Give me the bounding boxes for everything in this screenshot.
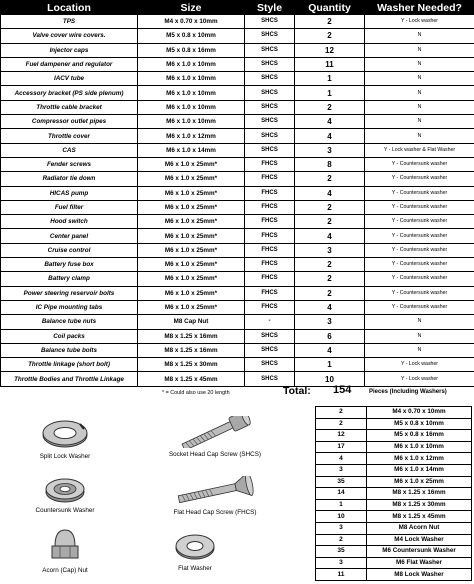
washer-cell: Y - Countersunk washer (365, 172, 474, 186)
washer-cell: Y - Countersunk washer (365, 286, 474, 300)
style-cell: SHCS (245, 100, 295, 114)
washer-cell: Y - Countersunk washer (365, 215, 474, 229)
style-cell: SHCS (245, 29, 295, 43)
location-cell: Throttle cover (1, 129, 138, 143)
washer-cell: Y - Lock washer (365, 372, 474, 386)
summary-row (316, 557, 472, 569)
style-cell: FHCS (245, 157, 295, 171)
summary-qty-cell: 35 (316, 476, 367, 488)
summary-qty-cell: 3 (316, 557, 367, 569)
flat-washer-caption: Flat Washer (178, 565, 212, 572)
table-row (1, 172, 474, 186)
summary-row (316, 441, 472, 453)
location-cell: CAS (1, 143, 138, 157)
size-cell: M8 x 1.25 x 16mm (138, 343, 245, 357)
style-cell: FHCS (245, 300, 295, 314)
location-cell: Battery clamp (1, 272, 138, 286)
style-cell: SHCS (245, 329, 295, 343)
location-cell: Hood switch (1, 215, 138, 229)
table-row (1, 286, 474, 300)
washer-cell: N (365, 100, 474, 114)
location-header: Location (1, 1, 138, 15)
summary-qty-cell: 3 (316, 464, 367, 476)
style-cell: FHCS (245, 243, 295, 257)
washer-cell: Y - Countersunk washer (365, 186, 474, 200)
size-cell: M5 x 0.8 x 10mm (138, 29, 245, 43)
summary-item-cell: M5 x 0.8 x 16mm (367, 430, 472, 442)
style-cell: FHCS (245, 200, 295, 214)
location-cell: Throttle cable bracket (1, 100, 138, 114)
location-cell: Fender screws (1, 157, 138, 171)
summary-qty-cell: 11 (316, 569, 367, 581)
washer-cell: Y - Countersunk washer (365, 300, 474, 314)
header-row (1, 1, 474, 15)
size-cell: M8 x 1.25 x 45mm (138, 372, 245, 386)
style-cell: FHCS (245, 229, 295, 243)
location-cell: Coil packs (1, 329, 138, 343)
summary-item-cell: M6 x 1.0 x 25mm (367, 476, 472, 488)
table-row (1, 29, 474, 43)
summary-qty-cell: 3 (316, 522, 367, 534)
quantity-cell: 3 (295, 143, 365, 157)
table-row (1, 86, 474, 100)
location-cell: TPS (1, 15, 138, 29)
washer-cell: Y - Countersunk washer (365, 258, 474, 272)
countersunk-washer-caption: Countersunk Washer (35, 507, 95, 514)
location-cell: Compressor outlet pipes (1, 115, 138, 129)
table-row (1, 272, 474, 286)
location-cell: Accessory bracket (PS side plenum) (1, 86, 138, 100)
summary-item-cell: M8 Acorn Nut (367, 522, 472, 534)
size-cell: M6 x 1.0 x 25mm* (138, 186, 245, 200)
summary-qty-cell: 2 (316, 534, 367, 546)
acorn-nut-figure (5, 526, 125, 574)
quantity-cell: 4 (295, 186, 365, 200)
quantity-cell: 2 (295, 258, 365, 272)
shcs-caption: Socket Head Cap Screw (SHCS) (168, 451, 262, 458)
washer-cell: Y - Lock washer & Flat Washer (365, 143, 474, 157)
quantity-cell: 2 (295, 15, 365, 29)
acorn-nut-caption: Acorn (Cap) Nut (42, 567, 88, 574)
flat-head-cap-screw-icon (170, 476, 260, 506)
quantity-cell: 12 (295, 43, 365, 57)
style-cell: SHCS (245, 57, 295, 71)
style-cell: FHCS (245, 272, 295, 286)
countersunk-washer-figure (5, 474, 125, 514)
summary-row (316, 453, 472, 465)
location-cell: Fuel dampener and regulator (1, 57, 138, 71)
quantity-cell: 1 (295, 72, 365, 86)
summary-qty-cell: 35 (316, 546, 367, 558)
location-cell: Power steering reservoir bolts (1, 286, 138, 300)
size-header: Size (138, 1, 245, 15)
location-cell: Battery fuse box (1, 258, 138, 272)
split-lock-washer-caption: Split Lock Washer (39, 453, 91, 460)
summary-qty-cell: 4 (316, 453, 367, 465)
table-row (1, 329, 474, 343)
quantity-cell: 8 (295, 157, 365, 171)
washer-cell: N (365, 129, 474, 143)
washer-cell: N (365, 72, 474, 86)
summary-item-cell: M6 Flat Washer (367, 557, 472, 569)
summary-item-cell: M8 x 1.25 x 45mm (367, 511, 472, 523)
summary-row (316, 476, 472, 488)
summary-qty-cell: 14 (316, 488, 367, 500)
washer-cell: Y - Countersunk washer (365, 243, 474, 257)
location-cell: Throttle Bodies and Throttle Linkage (1, 372, 138, 386)
summary-row (316, 522, 472, 534)
size-cell: M6 x 1.0 x 25mm* (138, 300, 245, 314)
washer-cell: N (365, 29, 474, 43)
location-cell: Valve cover wire covers. (1, 29, 138, 43)
washer-cell: N (365, 43, 474, 57)
quantity-cell: 4 (295, 229, 365, 243)
washer-cell: N (365, 86, 474, 100)
location-cell: Radiator tie down (1, 172, 138, 186)
acorn-nut-icon (47, 526, 83, 564)
table-row (1, 315, 474, 329)
washer-cell: Y - Countersunk washer (365, 200, 474, 214)
size-cell: M8 Cap Nut (138, 315, 245, 329)
table-row (1, 43, 474, 57)
style-cell: FHCS (245, 258, 295, 272)
location-cell: Fuel filter (1, 200, 138, 214)
summary-item-cell: M8 x 1.25 x 30mm (367, 499, 472, 511)
table-row (1, 215, 474, 229)
size-cell: M6 x 1.0 x 10mm (138, 100, 245, 114)
size-cell: M6 x 1.0 x 25mm* (138, 229, 245, 243)
style-cell: SHCS (245, 72, 295, 86)
table-row (1, 72, 474, 86)
style-cell: SHCS (245, 358, 295, 372)
size-cell: M6 x 1.0 x 12mm (138, 129, 245, 143)
location-cell: Balance tube nuts (1, 315, 138, 329)
summary-row (316, 511, 472, 523)
location-cell: IC Pipe mounting tabs (1, 300, 138, 314)
summary-qty-cell: 1 (316, 499, 367, 511)
summary-item-cell: M6 x 1.0 x 10mm (367, 441, 472, 453)
summary-row (316, 418, 472, 430)
quantity-cell: 3 (295, 243, 365, 257)
socket-head-cap-screw-icon (170, 416, 260, 448)
table-row (1, 100, 474, 114)
washer-cell: Y - Countersunk washer (365, 157, 474, 171)
summary-row (316, 534, 472, 546)
hardware-table-body (1, 15, 474, 387)
table-row (1, 57, 474, 71)
size-cell: M6 x 1.0 x 25mm* (138, 243, 245, 257)
quantity-cell: 11 (295, 57, 365, 71)
style-cell: SHCS (245, 129, 295, 143)
summary-row (316, 569, 472, 581)
quantity-cell: 10 (295, 372, 365, 386)
size-cell: M6 x 1.0 x 10mm (138, 86, 245, 100)
location-cell: Injector caps (1, 43, 138, 57)
size-cell: M8 x 1.25 x 30mm (138, 358, 245, 372)
summary-qty-cell: 2 (316, 407, 367, 419)
table-row (1, 186, 474, 200)
table-row (1, 200, 474, 214)
summary-qty-cell: 12 (316, 430, 367, 442)
flat-washer-figure (140, 530, 250, 572)
size-cell: M6 x 1.0 x 14mm (138, 143, 245, 157)
washer-header: Washer Needed? (365, 1, 474, 15)
style-cell: FHCS (245, 172, 295, 186)
washer-cell: N (365, 329, 474, 343)
total-note: Pieces (Including Washers) (369, 389, 447, 395)
washer-cell: N (365, 57, 474, 71)
footnote: * = Could also use 20 length (162, 390, 230, 396)
size-cell: M6 x 1.0 x 10mm (138, 57, 245, 71)
total-value: 154 (333, 384, 352, 396)
location-cell: Cruise control (1, 243, 138, 257)
summary-row (316, 430, 472, 442)
style-cell: SHCS (245, 86, 295, 100)
style-cell: SHCS (245, 143, 295, 157)
table-row (1, 358, 474, 372)
size-cell: M5 x 0.8 x 16mm (138, 43, 245, 57)
size-cell: M6 x 1.0 x 25mm* (138, 172, 245, 186)
quantity-cell: 1 (295, 358, 365, 372)
summary-qty-cell: 2 (316, 418, 367, 430)
washer-cell: N (365, 115, 474, 129)
quantity-cell: 2 (295, 172, 365, 186)
summary-row (316, 499, 472, 511)
summary-item-cell: M5 x 0.8 x 10mm (367, 418, 472, 430)
style-cell: - (245, 315, 295, 329)
quantity-cell: 4 (295, 115, 365, 129)
size-cell: M6 x 1.0 x 10mm (138, 115, 245, 129)
countersunk-washer-icon (43, 474, 87, 504)
style-cell: SHCS (245, 372, 295, 386)
table-row (1, 15, 474, 29)
quantity-cell: 2 (295, 286, 365, 300)
location-cell: Throttle linkage (short bolt) (1, 358, 138, 372)
summary-qty-cell: 17 (316, 441, 367, 453)
quantity-cell: 3 (295, 315, 365, 329)
quantity-header: Quantity (295, 1, 365, 15)
table-row (1, 115, 474, 129)
summary-item-cell: M6 Countersunk Washer (367, 546, 472, 558)
quantity-cell: 4 (295, 343, 365, 357)
size-cell: M6 x 1.0 x 25mm* (138, 215, 245, 229)
table-row (1, 157, 474, 171)
summary-item-cell: M6 x 1.0 x 14mm (367, 464, 472, 476)
size-cell: M8 x 1.25 x 16mm (138, 329, 245, 343)
flat-washer-icon (173, 530, 217, 562)
split-lock-washer-icon (40, 418, 90, 450)
quantity-cell: 2 (295, 200, 365, 214)
size-cell: M6 x 1.0 x 25mm* (138, 258, 245, 272)
style-cell: FHCS (245, 186, 295, 200)
style-header: Style (245, 1, 295, 15)
table-row (1, 243, 474, 257)
washer-cell: Y - Countersunk washer (365, 229, 474, 243)
washer-cell: Y - Lock washer (365, 15, 474, 29)
location-cell: Balance tube bolts (1, 343, 138, 357)
summary-row (316, 464, 472, 476)
style-cell: SHCS (245, 43, 295, 57)
style-cell: SHCS (245, 343, 295, 357)
table-row (1, 300, 474, 314)
quantity-cell: 4 (295, 300, 365, 314)
summary-item-cell: M4 Lock Washer (367, 534, 472, 546)
table-row (1, 129, 474, 143)
summary-item-cell: M8 x 1.25 x 16mm (367, 488, 472, 500)
summary-row (316, 488, 472, 500)
table-row (1, 143, 474, 157)
shcs-figure (140, 416, 290, 458)
quantity-cell: 2 (295, 29, 365, 43)
fhcs-caption: Flat Head Cap Screw (FHCS) (173, 509, 257, 516)
summary-table-body (316, 407, 472, 581)
table-row (1, 372, 474, 386)
size-cell: M4 x 0.70 x 10mm (138, 15, 245, 29)
quantity-cell: 2 (295, 272, 365, 286)
table-row (1, 258, 474, 272)
table-row (1, 343, 474, 357)
total-label: Total: (283, 385, 311, 397)
location-cell: IACV tube (1, 72, 138, 86)
style-cell: SHCS (245, 15, 295, 29)
quantity-cell: 1 (295, 86, 365, 100)
washer-cell: N (365, 315, 474, 329)
split-lock-washer-figure (5, 418, 125, 460)
washer-cell: N (365, 343, 474, 357)
summary-row (316, 546, 472, 558)
style-cell: FHCS (245, 215, 295, 229)
table-row (1, 229, 474, 243)
quantity-cell: 6 (295, 329, 365, 343)
summary-item-cell: M6 x 1.0 x 12mm (367, 453, 472, 465)
summary-row (316, 407, 472, 419)
style-cell: SHCS (245, 115, 295, 129)
size-cell: M6 x 1.0 x 10mm (138, 72, 245, 86)
location-cell: Center panel (1, 229, 138, 243)
summary-qty-cell: 10 (316, 511, 367, 523)
location-cell: HICAS pump (1, 186, 138, 200)
fhcs-figure (140, 476, 290, 516)
summary-table (315, 406, 472, 581)
size-cell: M6 x 1.0 x 25mm* (138, 200, 245, 214)
quantity-cell: 4 (295, 129, 365, 143)
quantity-cell: 2 (295, 215, 365, 229)
size-cell: M6 x 1.0 x 25mm* (138, 272, 245, 286)
quantity-cell: 2 (295, 100, 365, 114)
size-cell: M6 x 1.0 x 25mm* (138, 157, 245, 171)
size-cell: M6 x 1.0 x 25mm* (138, 286, 245, 300)
washer-cell: Y - Countersunk washer (365, 272, 474, 286)
summary-item-cell: M8 Lock Washer (367, 569, 472, 581)
style-cell: FHCS (245, 286, 295, 300)
summary-item-cell: M4 x 0.70 x 10mm (367, 407, 472, 419)
washer-cell: Y - Lock washer (365, 358, 474, 372)
